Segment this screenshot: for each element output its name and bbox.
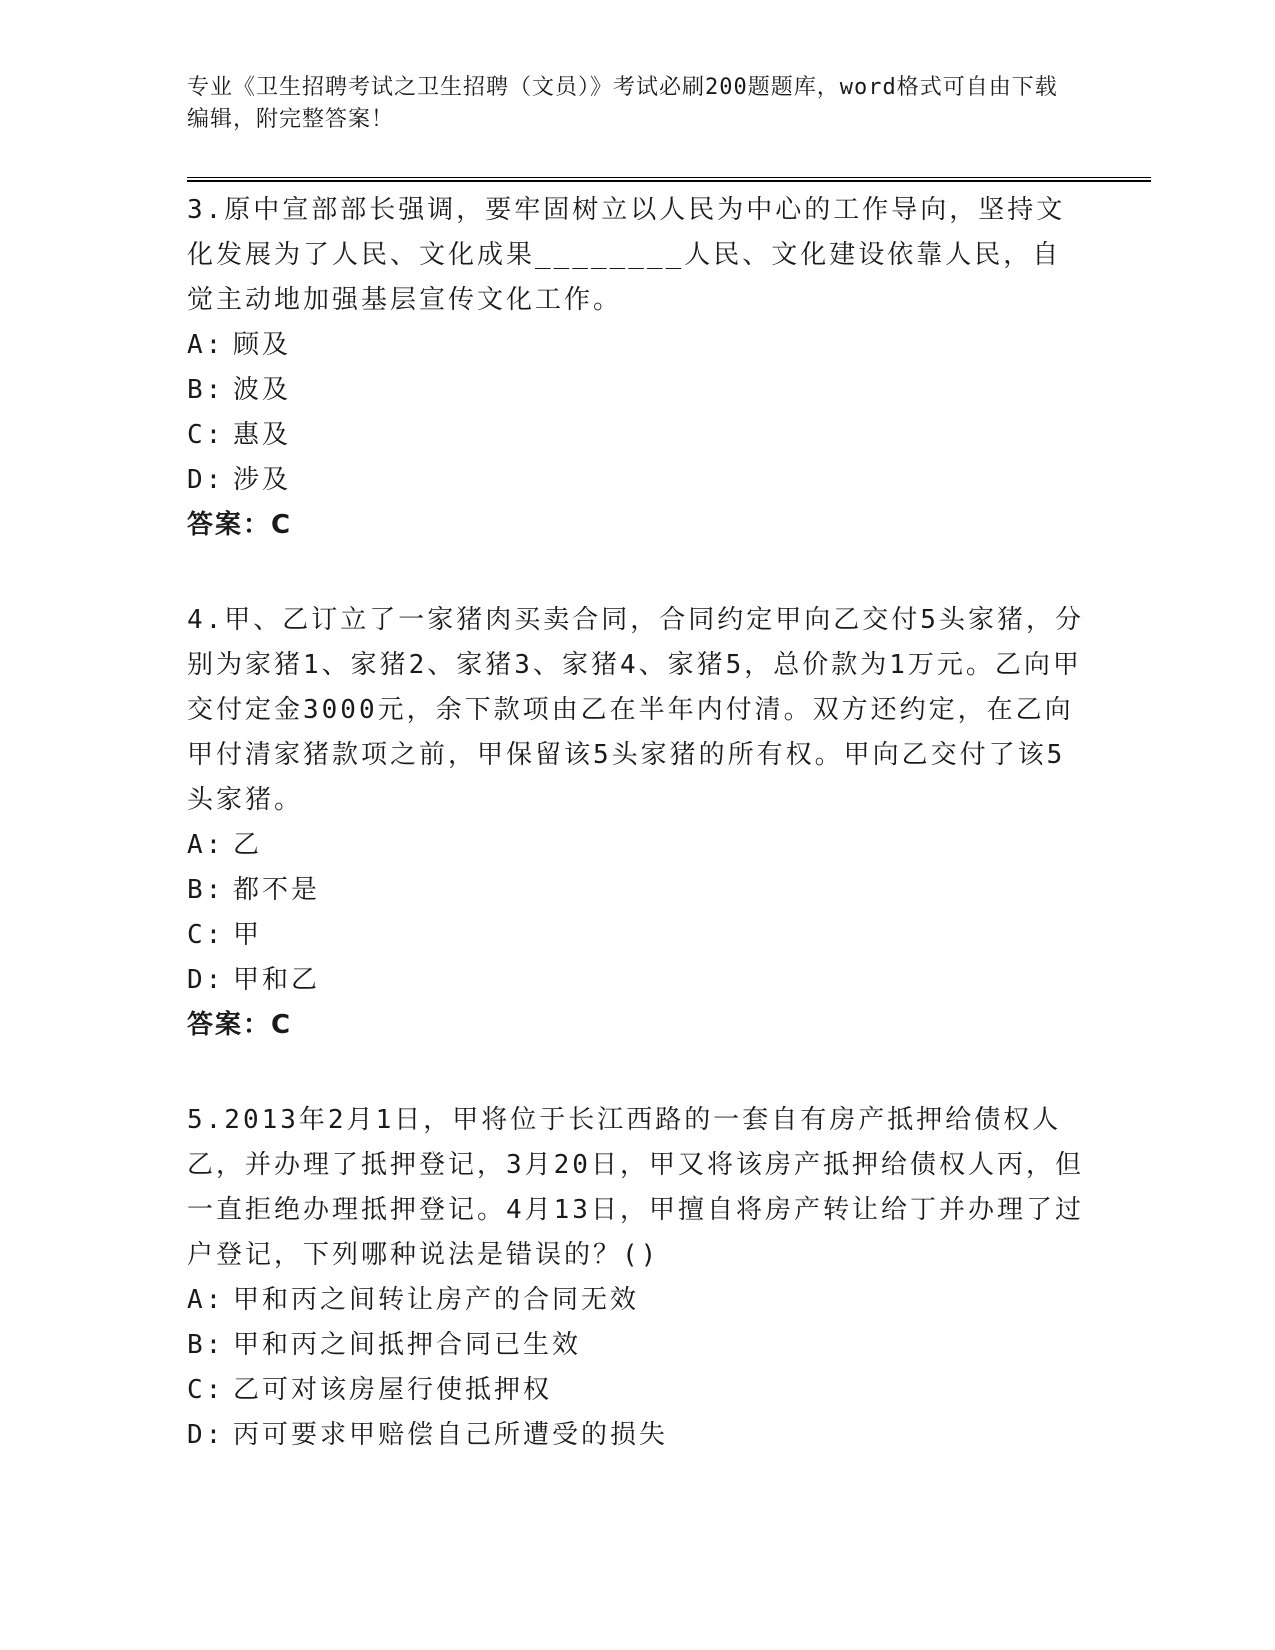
question-stem: 5.2013年2月1日，甲将位于长江西路的一套自有房产抵押给债权人乙，并办理了抵押登记，3月20日，甲又将该房产抵押给债权人丙，但一直拒绝办理抵押登记。4月13日，甲擅自将房产转让给丁并办理了过户登记，下列哪种说法是错误的？() <box>187 1105 1084 1270</box>
option-text: 甲和乙 <box>233 965 321 995</box>
option-text: 乙 <box>233 830 263 860</box>
option-letter: B: <box>187 875 225 905</box>
option-text: 波及 <box>233 375 292 405</box>
option-text: 乙可对该房屋行使抵押权 <box>233 1375 553 1405</box>
option-letter: A: <box>187 330 225 360</box>
option-d <box>187 458 1087 503</box>
option-letter: B: <box>187 1330 225 1360</box>
option-letter: A: <box>187 1285 225 1315</box>
option-letter: B: <box>187 375 225 405</box>
question-list <box>187 188 1087 1458</box>
answer-line: 答案：C <box>187 510 293 540</box>
header-text: 专业《卫生招聘考试之卫生招聘（文员）》考试必刷200题题库，word格式可自由下载编辑，附完整答案！ <box>187 75 1058 132</box>
question-4 <box>187 598 1087 1048</box>
option-letter: C: <box>187 420 225 450</box>
option-text: 甲和丙之间转让房产的合同无效 <box>233 1285 640 1315</box>
option-b <box>187 1323 1087 1368</box>
option-a <box>187 1278 1087 1323</box>
option-c <box>187 913 1087 958</box>
option-letter: D: <box>187 965 225 995</box>
answer-line: 答案：C <box>187 1010 293 1040</box>
option-text: 丙可要求甲赔偿自己所遭受的损失 <box>233 1420 669 1450</box>
option-letter: D: <box>187 465 225 495</box>
document-header <box>187 72 1067 136</box>
option-c <box>187 413 1087 458</box>
option-b <box>187 868 1087 913</box>
option-c <box>187 1368 1087 1413</box>
option-d <box>187 1413 1087 1458</box>
option-text: 惠及 <box>233 420 292 450</box>
option-a <box>187 823 1087 868</box>
option-b <box>187 368 1087 413</box>
question-stem: 4.甲、乙订立了一家猪肉买卖合同，合同约定甲向乙交付5头家猪，分别为家猪1、家猪2、家猪3、家猪4、家猪5，总价款为1万元。乙向甲交付定金3000元，余下款项由乙在半年内付清。双方还约定，在乙向甲付清家猪款项之前，甲保留该5头家猪的所有权。甲向乙交付了该5头家猪。 <box>187 605 1084 815</box>
option-letter: C: <box>187 920 225 950</box>
option-text: 涉及 <box>233 465 292 495</box>
question-5 <box>187 1098 1087 1458</box>
option-d <box>187 958 1087 1003</box>
option-text: 都不是 <box>233 875 321 905</box>
header-divider-thin <box>187 177 1151 178</box>
question-stem: 3.原中宣部部长强调，要牢固树立以人民为中心的工作导向，坚持文化发展为了人民、文化成果________人民、文化建设依靠人民，自觉主动地加强基层宣传文化工作。 <box>187 195 1066 315</box>
option-a <box>187 323 1087 368</box>
option-letter: D: <box>187 1420 225 1450</box>
option-text: 甲 <box>233 920 263 950</box>
option-text: 顾及 <box>233 330 292 360</box>
option-letter: C: <box>187 1375 225 1405</box>
option-letter: A: <box>187 830 225 860</box>
question-3 <box>187 188 1087 548</box>
option-text: 甲和丙之间抵押合同已生效 <box>233 1330 582 1360</box>
header-divider-thick <box>187 180 1151 182</box>
